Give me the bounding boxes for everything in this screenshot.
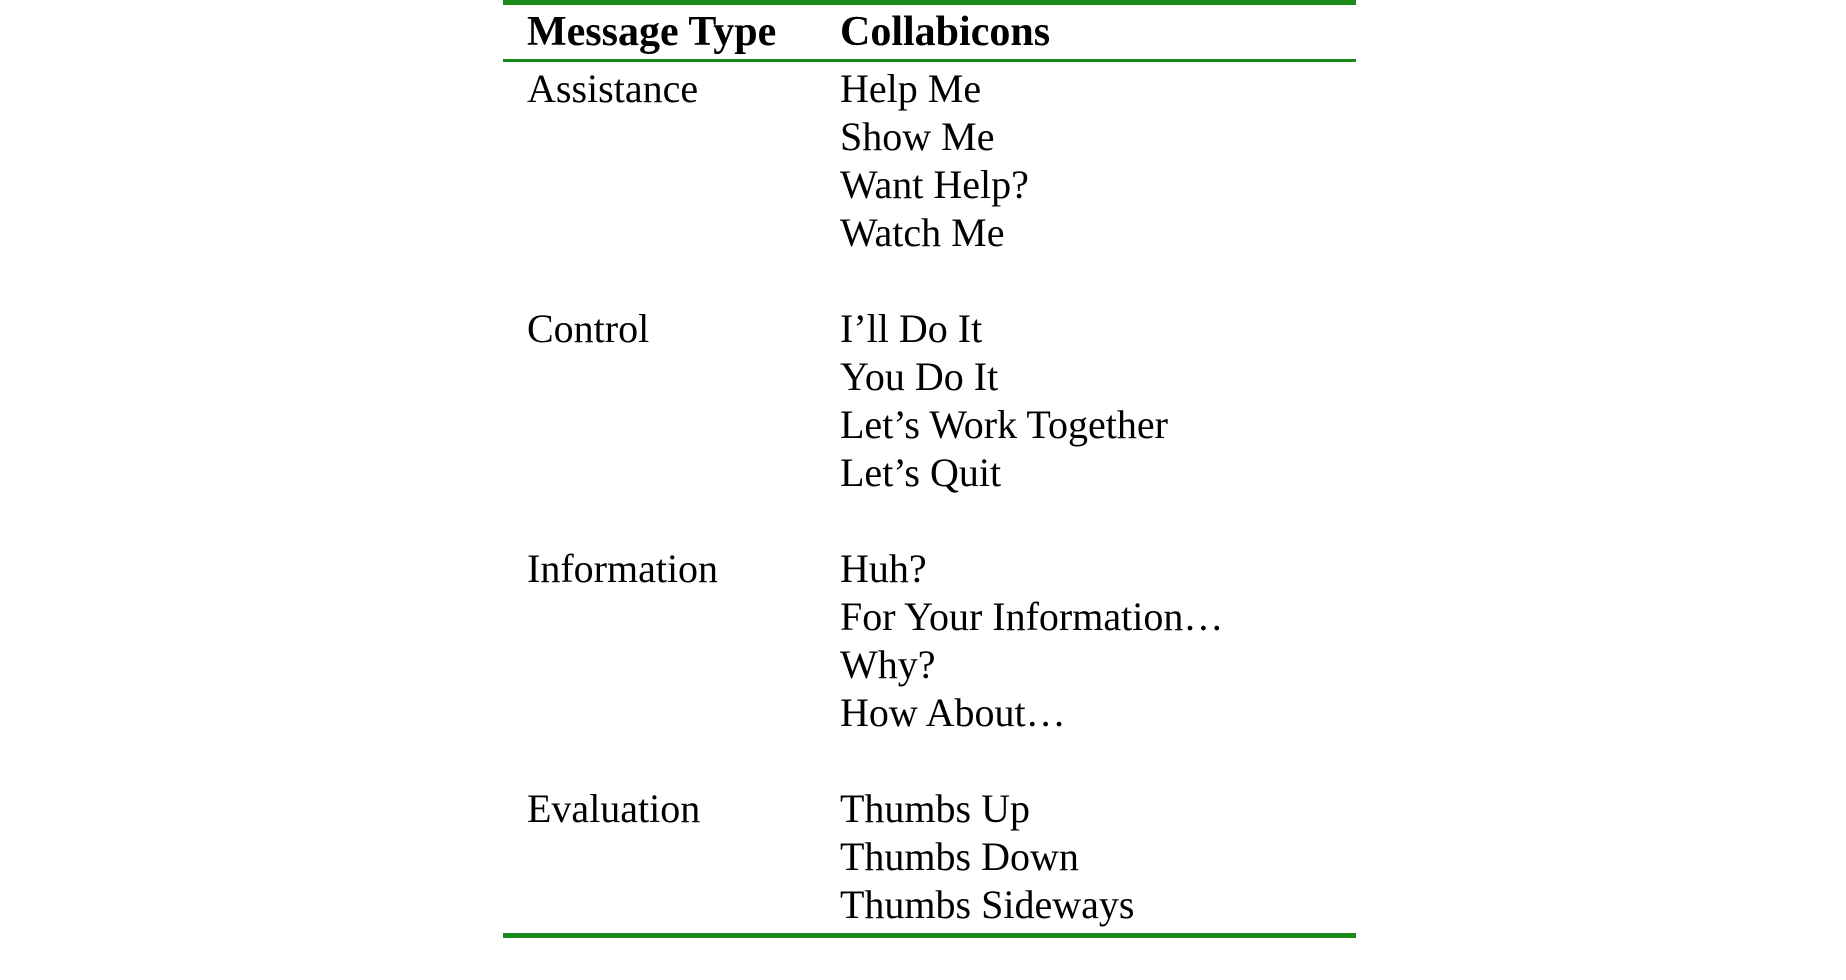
type-cell — [503, 785, 840, 929]
header-collabicons: Collabicons — [840, 9, 1051, 55]
collabicon-item: Watch Me — [840, 210, 1005, 255]
collabicons-list — [840, 785, 1356, 929]
collabicon-item: Thumbs Sideways — [840, 882, 1135, 927]
collabicons-cell — [840, 785, 1356, 929]
message-type-label: Assistance — [527, 66, 699, 111]
table-body — [503, 62, 1356, 929]
collabicons-list — [840, 545, 1356, 737]
collabicons-cell — [840, 65, 1356, 257]
group-evaluation — [503, 785, 1356, 929]
group-control — [503, 305, 1356, 497]
collabicons-cell — [840, 305, 1356, 497]
collabicons-table — [503, 0, 1356, 938]
header-cell-message-type — [503, 5, 840, 59]
collabicon-item: For Your Information… — [840, 594, 1224, 639]
collabicon-item: Help Me — [840, 66, 982, 111]
collabicon-item: Thumbs Down — [840, 834, 1079, 879]
collabicon-item: Show Me — [840, 114, 995, 159]
table-header-row — [503, 5, 1356, 59]
collabicon-item: How About… — [840, 690, 1066, 735]
header-message-type: Message Type — [527, 9, 777, 55]
collabicons-list — [840, 65, 1356, 257]
header-cell-collabicons — [840, 5, 1356, 59]
group-assistance — [503, 65, 1356, 257]
collabicon-item: Let’s Quit — [840, 450, 1002, 495]
type-cell — [503, 545, 840, 737]
type-cell — [503, 305, 840, 497]
collabicon-item: Thumbs Up — [840, 786, 1030, 831]
group-information — [503, 545, 1356, 737]
collabicon-item: You Do It — [840, 354, 999, 399]
collabicons-list — [840, 305, 1356, 497]
message-type-label: Evaluation — [527, 786, 701, 831]
collabicon-item: Why? — [840, 642, 936, 687]
table-bottom-rule — [503, 933, 1356, 938]
message-type-label: Control — [527, 306, 650, 351]
collabicon-item: Want Help? — [840, 162, 1029, 207]
collabicon-item: I’ll Do It — [840, 306, 983, 351]
message-type-label: Information — [527, 546, 719, 591]
collabicon-item: Huh? — [840, 546, 927, 591]
collabicons-cell — [840, 545, 1356, 737]
type-cell — [503, 65, 840, 257]
collabicon-item: Let’s Work Together — [840, 402, 1168, 447]
